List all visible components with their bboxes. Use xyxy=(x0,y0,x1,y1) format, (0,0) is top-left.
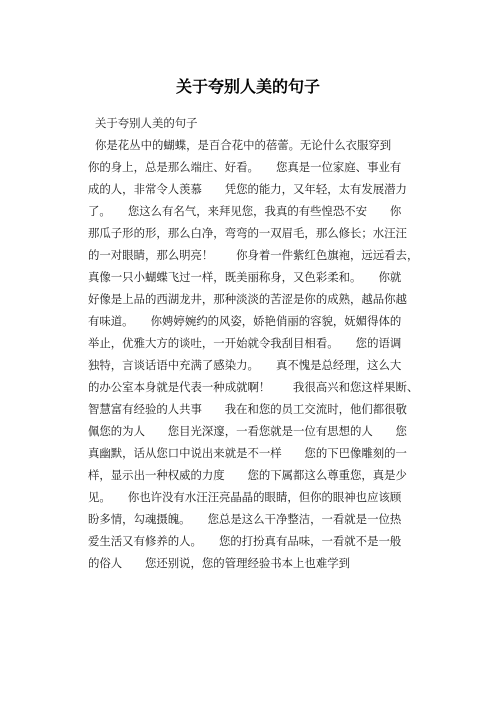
text-line-19: 爱生活又有修养的人。 您的打扮真有品味，一看就不是一般 xyxy=(88,534,402,548)
text-line-3: 成的人，非常令人羡慕 凭您的能力，又年轻，太有发展潜力 xyxy=(88,182,407,196)
text-line-20: 的俗人 您还别说，您的管理经验书本上也难学到 xyxy=(88,556,350,570)
text-line-13: 智慧富有经验的人共事 我在和您的员工交流时，他们都很敬 xyxy=(88,402,407,416)
body-text xyxy=(88,112,428,574)
text-line-1: 你是花丛中的蝴蝶，是百合花中的蓓蕾。无论什么衣服穿到 xyxy=(95,138,392,152)
text-line-5: 那瓜子形的形，那么白净，弯弯的一双眉毛，那么修长；水汪汪 xyxy=(88,226,407,240)
text-line-10: 举止，优雅大方的谈吐，一开始就令我刮目相看。 您的语调 xyxy=(88,336,402,350)
text-line-6: 的一对眼睛，那么明亮！ 你身着一件紫红色旗袍，远远看去， xyxy=(88,248,419,262)
text-line-4: 了。 您这么有名气，来拜见您，我真的有些惶恐不安 你 xyxy=(88,204,402,218)
text-line-14: 佩您的为人 您目光深邃，一看您就是一位有思想的人 您 xyxy=(88,424,407,438)
text-line-9: 有味道。 你娉婷婉约的风姿，娇艳俏丽的容貌，妩媚得体的 xyxy=(88,314,402,328)
text-line-8: 好像是上品的西湖龙井，那种淡淡的苦涩是你的成熟，越品你越 xyxy=(88,292,407,306)
text-line-18: 盼多情，勾魂摄魄。 您总是这么干净整洁，一看就是一位热 xyxy=(88,512,402,526)
text-line-16: 样，显示出一种权威的力度 您的下属都这么尊重您，真是少 xyxy=(88,468,407,482)
text-line-17: 见。 你也许没有水汪汪亮晶晶的眼睛，但你的眼神也应该顾 xyxy=(88,490,402,504)
text-line-7: 真像一只小蝴蝶飞过一样，既美丽称身，又色彩柔和。 你就 xyxy=(88,270,402,284)
page-title: 关于夸别人美的句子 xyxy=(175,77,320,96)
text-line-11: 独特，言谈话语中充满了感染力。 真不愧是总经理，这么大 xyxy=(88,358,402,372)
text-line-15: 真幽默，话从您口中说出来就是不一样 您的下巴像雕刻的一 xyxy=(88,446,407,460)
subtitle-line: 关于夸别人美的句子 xyxy=(95,116,198,130)
text-line-2: 你的身上，总是那么端庄、好看。 您真是一位家庭、事业有 xyxy=(88,160,402,174)
text-line-12: 的办公室本身就是代表一种成就啊！ 我很高兴和您这样果断、 xyxy=(88,380,419,394)
